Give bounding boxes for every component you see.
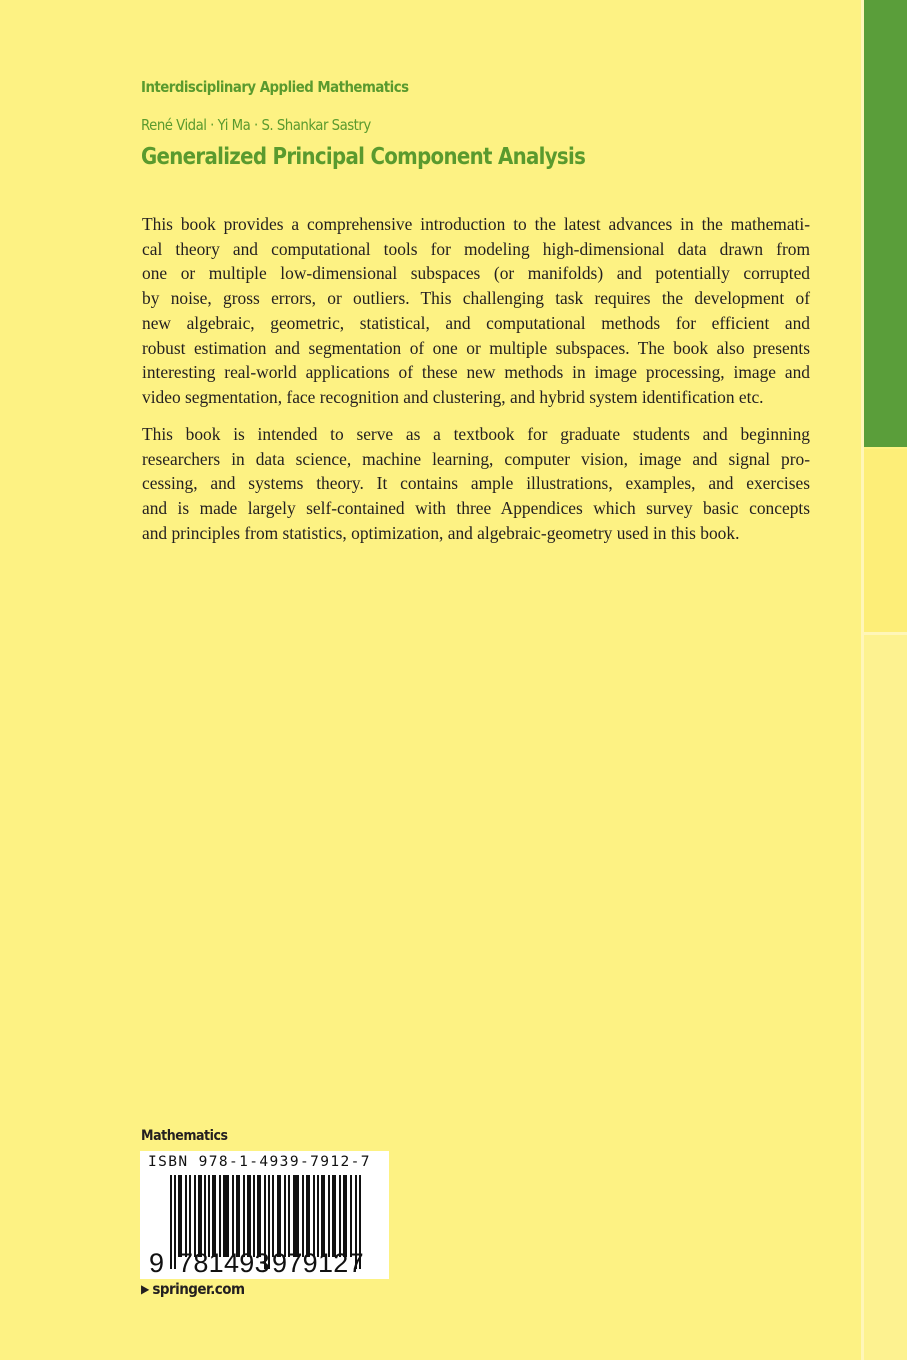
text-line: This book is intended to serve as a textbook for graduate students and beginning [142, 424, 810, 444]
text-line: This book provides a comprehensive introduction to the latest advances in the mathemati- [142, 214, 810, 234]
spine-pale-band [864, 635, 907, 1360]
spine-yellow-band [864, 449, 907, 632]
spine-green-band [864, 0, 907, 447]
series-name: Interdisciplinary Applied Mathematics [141, 78, 409, 96]
isbn-label: ISBN 978-1-4939-7912-7 [148, 1154, 371, 1170]
publisher-website[interactable] [141, 1280, 245, 1298]
text-line: video segmentation, face recognition and clustering, and hybrid system identification etc. [142, 386, 764, 407]
website-text: springer.com [152, 1280, 245, 1298]
text-line: researchers in data science, machine learning, computer vision, image and signal pro- [142, 448, 810, 469]
description-paragraph-1 [142, 212, 810, 410]
text-line: cessing, and systems theory. It contains ample illustrations, examples, and exercises [142, 473, 810, 494]
triangle-right-icon: ▶ [141, 1282, 149, 1296]
ean-first-digit: 9 [149, 1248, 165, 1278]
text-line: robust estimation and segmentation of one or multiple subspaces. The book also presents [142, 337, 810, 358]
ean-left-digits: 781493 [178, 1248, 270, 1278]
text-line: cal theory and computational tools for modeling high-dimensional data drawn from [142, 238, 810, 259]
text-line: new algebraic, geometric, statistical, and computational methods for efficient and [142, 312, 810, 333]
isbn-barcode [140, 1151, 389, 1279]
book-title: Generalized Principal Component Analysis [141, 144, 586, 170]
ean-right-digits: 979127 [272, 1248, 364, 1278]
text-line: and principles from statistics, optimization, and algebraic-geometry used in this book. [142, 522, 740, 543]
text-line: interesting real-world applications of these new methods in image processing, image and [142, 362, 810, 383]
text-line: by noise, gross errors, or outliers. This challenging task requires the development of [142, 288, 810, 309]
subject-category: Mathematics [141, 1128, 228, 1144]
description-paragraph-2 [142, 422, 810, 546]
authors: René Vidal · Yi Ma · S. Shankar Sastry [141, 116, 371, 134]
text-line: one or multiple low-dimensional subspaces (or manifolds) and potentially corrupted [142, 263, 810, 284]
text-line: and is made largely self-contained with three Appendices which survey basic concepts [142, 498, 810, 519]
